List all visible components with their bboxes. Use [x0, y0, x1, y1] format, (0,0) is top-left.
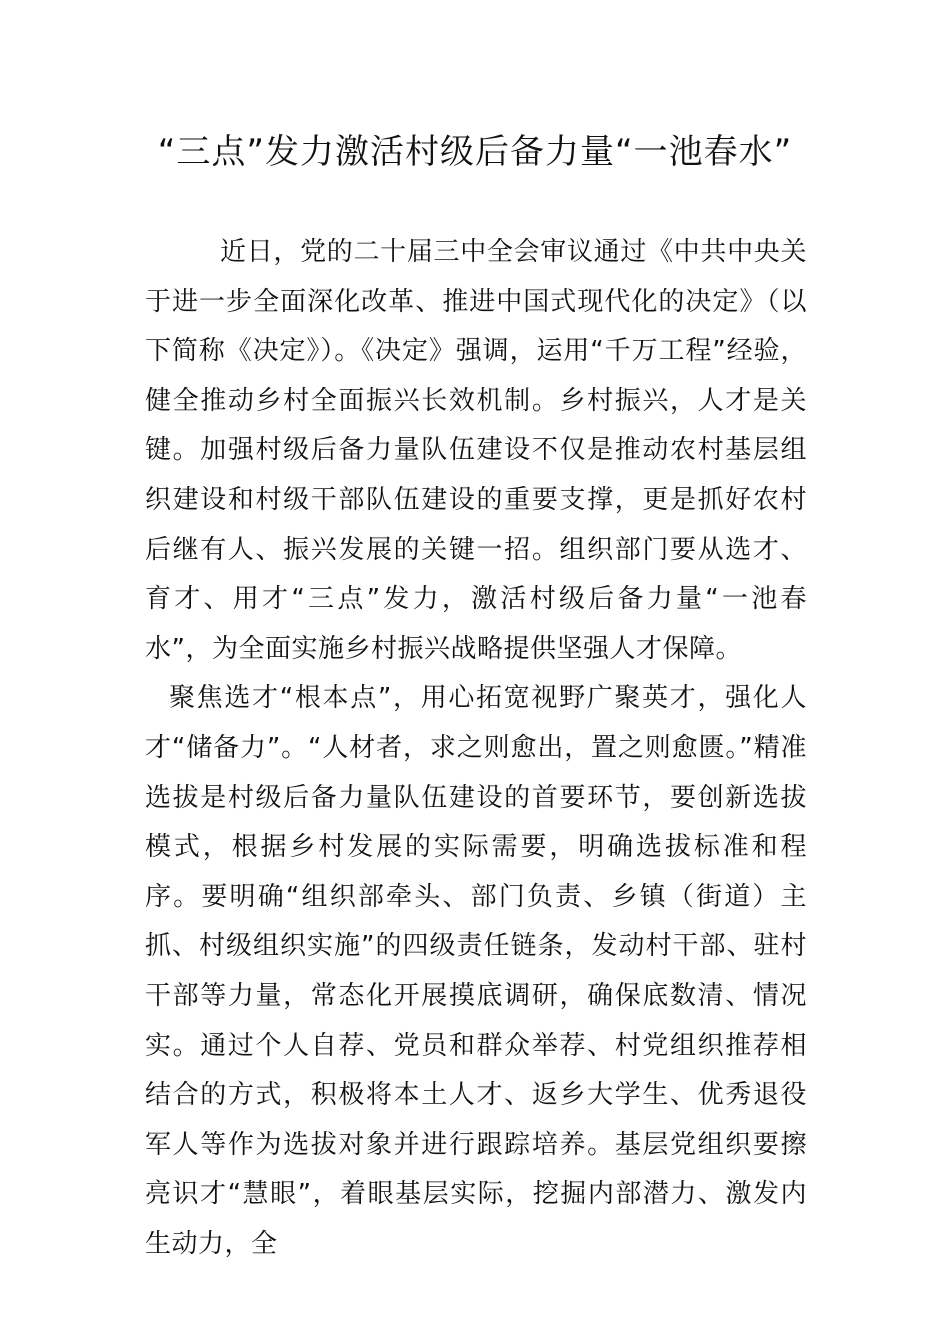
document-title: “三点”发力激活村级后备力量“一池春水”	[157, 132, 793, 172]
paragraph-talent-selection: 聚焦选才“根本点”，用心拓宽视野广聚英才，强化人才“储备力”。“人材者，求之则愈出，置之则愈匮。”精准选拔是村级后备力量队伍建设的首要环节，要创新选拔模式，根据乡村发展的实际需要，明确选拔标准和程序。要明确“组织部牵头、部门负责、乡镇（街道）主抓、村级组织实施”的四级责任链条，发动村干部、驻村干部等力量，常态化开展摸底调研，确保底数清、情况实。通过个人自荐、党员和群众举荐、村党组织推荐相结合的方式，积极将本土人才、返乡大学生、优秀退役军人等作为选拔对象并进行跟踪培养。基层党组织要擦亮识才“慧眼”，着眼基层实际，挖掘内部潜力、激发内生动力，全	[145, 683, 807, 1259]
paragraph-intro: 近日，党的二十届三中全会审议通过《中共中央关于进一步全面深化改革、推进中国式现代化的决定》（以下简称《决定》）。《决定》强调，运用“千万工程”经验，健全推动乡村全面振兴长效机制。乡村振兴，人才是关键。加强村级后备力量队伍建设不仅是推动农村基层组织建设和村级干部队伍建设的重要支撑，更是抓好农村后继有人、振兴发展的关键一招。组织部门要从选才、育才、用才“三点”发力，激活村级后备力量“一池春水”，为全面实施乡村振兴战略提供坚强人才保障。	[145, 237, 807, 664]
document-body	[145, 228, 807, 1269]
